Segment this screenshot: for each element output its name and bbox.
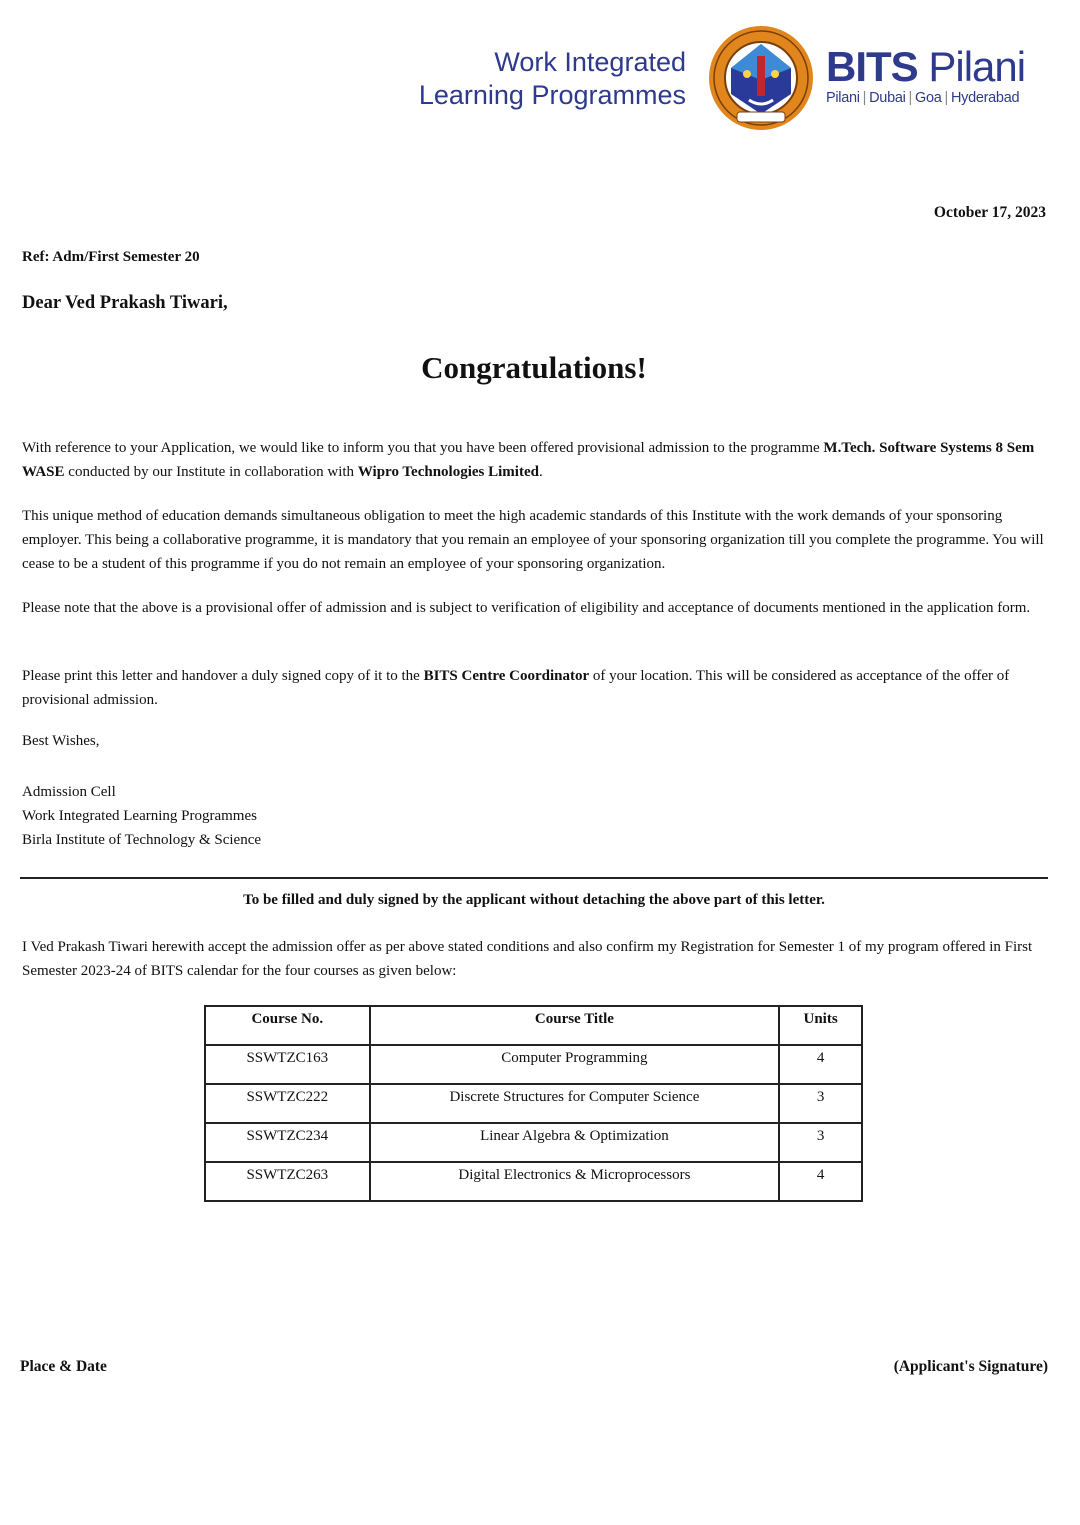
course-title: Discrete Structures for Computer Science xyxy=(370,1084,780,1123)
course-units: 4 xyxy=(779,1162,862,1201)
course-no: SSWTZC163 xyxy=(205,1045,370,1084)
seal-star-1 xyxy=(743,70,751,78)
offer-text-2: conducted by our Institute in collaboration with xyxy=(64,464,358,480)
course-units: 3 xyxy=(779,1084,862,1123)
print-text-1: Please print this letter and handover a duly signed copy of it to the xyxy=(22,668,424,684)
programme-name: M.Tech. Software Systems 8 Sem WASE xyxy=(22,440,1035,480)
course-title: Linear Algebra & Optimization xyxy=(370,1123,780,1162)
course-units: 3 xyxy=(779,1123,862,1162)
course-no: SSWTZC222 xyxy=(205,1084,370,1123)
section-divider xyxy=(20,877,1048,879)
brand-bold: BITS xyxy=(826,43,918,90)
campus-item: Goa xyxy=(915,90,942,106)
table-row xyxy=(205,1123,862,1162)
course-units: 4 xyxy=(779,1045,862,1084)
header-course-title: Course Title xyxy=(370,1006,780,1045)
course-table xyxy=(204,1005,863,1202)
seal-star-2 xyxy=(771,70,779,78)
campus-list xyxy=(826,90,1025,106)
acceptance-statement: I Ved Prakash Tiwari herewith accept the admission offer as per above stated conditions and also confirm my Registration for Semester 1 of my program offered in First Semester 2023-24 of BITS calendar for the four courses as given below: xyxy=(22,939,1033,979)
course-no: SSWTZC234 xyxy=(205,1123,370,1162)
table-header-row xyxy=(205,1006,862,1045)
paragraph-offer xyxy=(22,436,1052,484)
print-text-2: of your location. This will be considered as acceptance of the offer of provisional admission. xyxy=(22,668,1010,708)
wilp-line-1: Work Integrated xyxy=(494,47,686,77)
seal-torch xyxy=(757,56,765,96)
paragraph-print xyxy=(22,664,1052,712)
campus-separator: | xyxy=(908,90,912,106)
place-and-date-label: Place & Date xyxy=(20,1358,107,1375)
bits-seal-logo xyxy=(707,24,815,132)
signatory-line: Work Integrated Learning Programmes xyxy=(22,808,257,824)
brand-name xyxy=(826,44,1025,90)
fill-instruction: To be filled and duly signed by the applicant without detaching the above part of this letter. xyxy=(243,892,825,908)
header-units: Units xyxy=(779,1006,862,1045)
salutation: Dear Ved Prakash Tiwari, xyxy=(22,293,228,313)
reference-line: Ref: Adm/First Semester 20 xyxy=(22,249,200,265)
signatory-line: Admission Cell xyxy=(22,784,116,800)
campus-separator: | xyxy=(944,90,948,106)
signatory-block xyxy=(22,780,261,852)
seal-motto-scroll xyxy=(737,112,785,122)
congratulations-heading: Congratulations! xyxy=(421,350,647,385)
paragraph-obligation: This unique method of education demands simultaneous obligation to meet the high academic standards of this Institute with the work demands of your sponsoring employer. This being a collaborative programme, it is mandatory that you remain an employee of your sponsoring organization till you complete the programme. You will cease to be a student of this programme if you do not remain an employee of your sponsoring organization. xyxy=(22,508,1044,572)
wilp-line-2: Learning Programmes xyxy=(418,80,686,110)
centre-coordinator: BITS Centre Coordinator xyxy=(423,668,590,684)
brand-light: Pilani xyxy=(928,43,1026,90)
campus-item: Hyderabad xyxy=(950,90,1020,106)
campus-separator: | xyxy=(862,90,867,106)
applicant-signature-label: (Applicant's Signature) xyxy=(893,1358,1048,1375)
bits-pilani-brand xyxy=(826,44,1025,106)
closing: Best Wishes, xyxy=(22,733,100,749)
paragraph-provisional: Please note that the above is a provisional offer of admission and is subject to verification of eligibility and acceptance of documents mentioned in the application form. xyxy=(22,600,1031,616)
offer-text-3: . xyxy=(538,464,543,480)
campus-item: Pilani xyxy=(826,90,860,106)
signatory-line: Birla Institute of Technology & Science xyxy=(22,832,262,848)
table-row xyxy=(205,1084,862,1123)
header-course-no: Course No. xyxy=(205,1006,370,1045)
course-title: Computer Programming xyxy=(370,1045,780,1084)
table-row xyxy=(205,1045,862,1084)
offer-text-1: With reference to your Application, we would like to inform you that you have been offered provisional admission to the programme xyxy=(22,440,824,456)
letter-date: October 17, 2023 xyxy=(933,204,1046,221)
course-title: Digital Electronics & Microprocessors xyxy=(370,1162,780,1201)
wilp-logo-text xyxy=(418,46,686,112)
table-row xyxy=(205,1162,862,1201)
course-no: SSWTZC263 xyxy=(205,1162,370,1201)
campus-item: Dubai xyxy=(869,90,906,106)
company-name: Wipro Technologies Limited xyxy=(357,464,539,480)
